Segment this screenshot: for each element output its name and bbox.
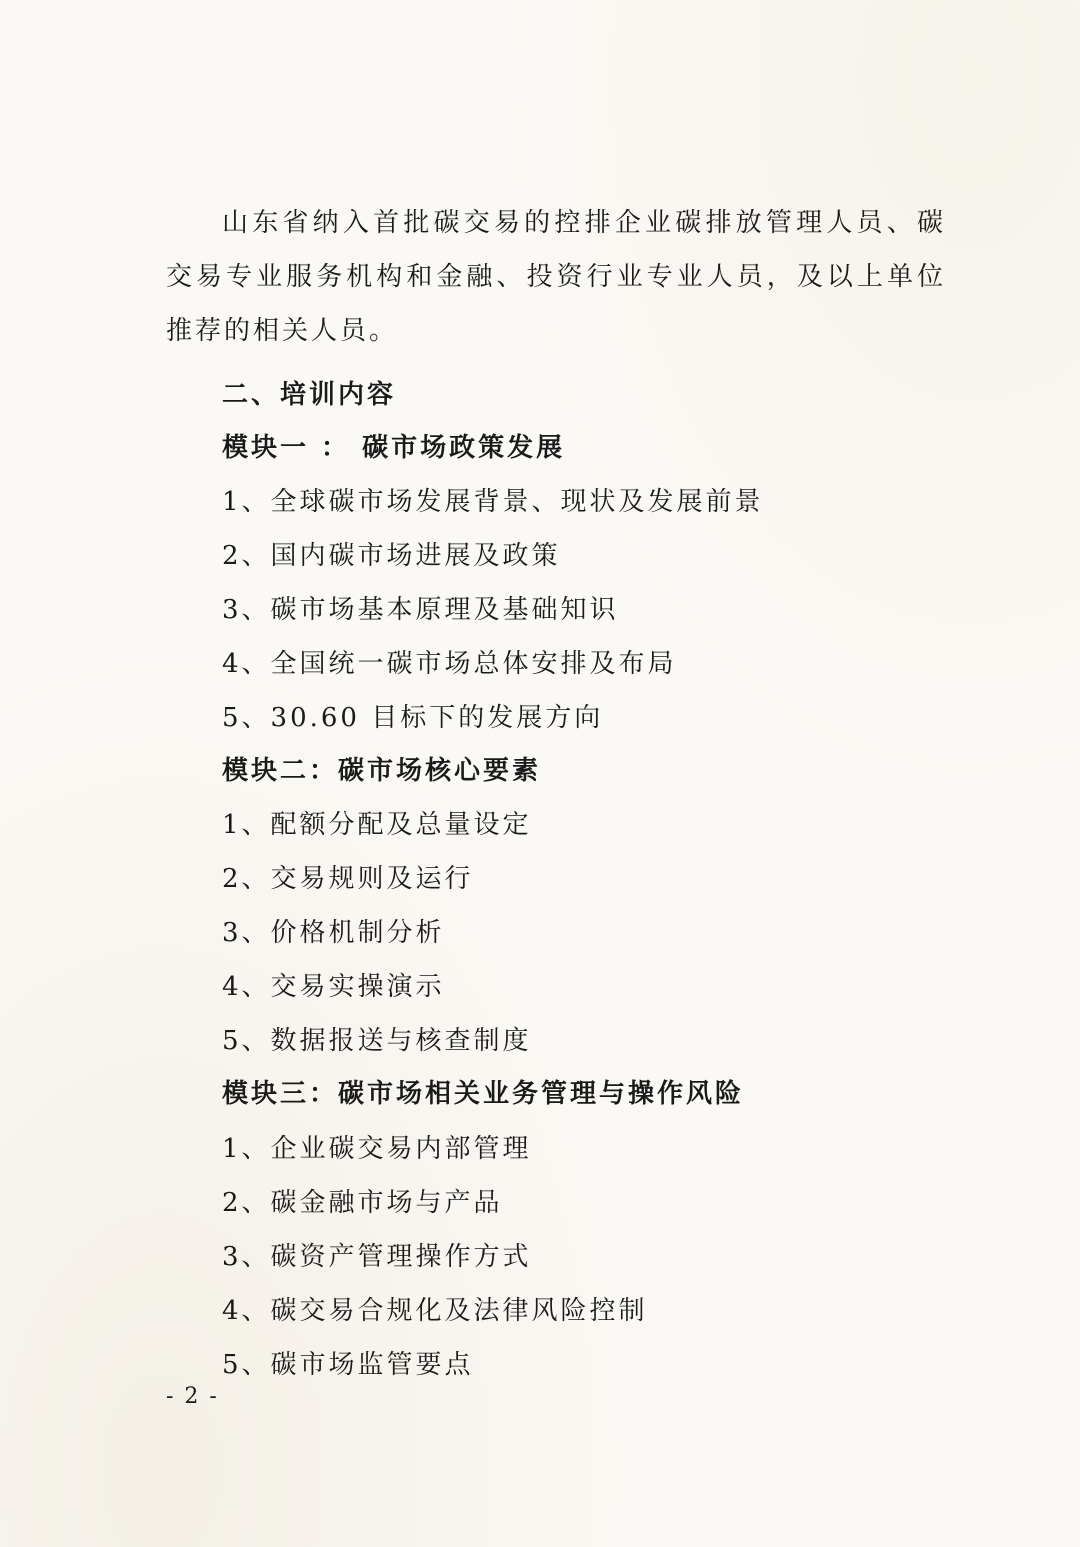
- module-2-title: 模块二：碳市场核心要素: [222, 756, 542, 786]
- module-3-item-1: 1、企业碳交易内部管理: [222, 1134, 532, 1164]
- module-2-item-5: 5、数据报送与核查制度: [222, 1026, 532, 1056]
- module-3-item-3: 3、碳资产管理操作方式: [222, 1242, 532, 1272]
- module-2-item-3: 3、价格机制分析: [222, 918, 445, 948]
- module-3-title: 模块三：碳市场相关业务管理与操作风险: [222, 1079, 745, 1109]
- module-2-item-4: 4、交易实操演示: [222, 972, 445, 1002]
- module-3-item-5: 5、碳市场监管要点: [222, 1350, 474, 1380]
- module-1-item-2: 2、国内碳市场进展及政策: [222, 541, 561, 571]
- module-1-item-1: 1、全球碳市场发展背景、现状及发展前景: [222, 487, 764, 517]
- module-1-item-4: 4、全国统一碳市场总体安排及布局: [222, 649, 677, 679]
- module-2-item-2: 2、交易规则及运行: [222, 864, 474, 894]
- module-2-item-1: 1、配额分配及总量设定: [222, 810, 532, 840]
- intro-paragraph: 山东省纳入首批碳交易的控排企业碳排放管理人员、碳交易专业服务机构和金融、投资行业专业人员，及以上单位推荐的相关人员。: [166, 208, 946, 346]
- module-3-item-4: 4、碳交易合规化及法律风险控制: [222, 1296, 648, 1326]
- module-1-item-5: 5、30.60 目标下的发展方向: [222, 703, 604, 733]
- module-3-item-2: 2、碳金融市场与产品: [222, 1188, 503, 1218]
- module-1-title: 模块一 ： 碳市场政策发展: [222, 433, 566, 463]
- section-title: 二、培训内容: [222, 380, 397, 410]
- module-1-item-3: 3、碳市场基本原理及基础知识: [222, 595, 619, 625]
- page-number: - 2 -: [166, 1384, 219, 1409]
